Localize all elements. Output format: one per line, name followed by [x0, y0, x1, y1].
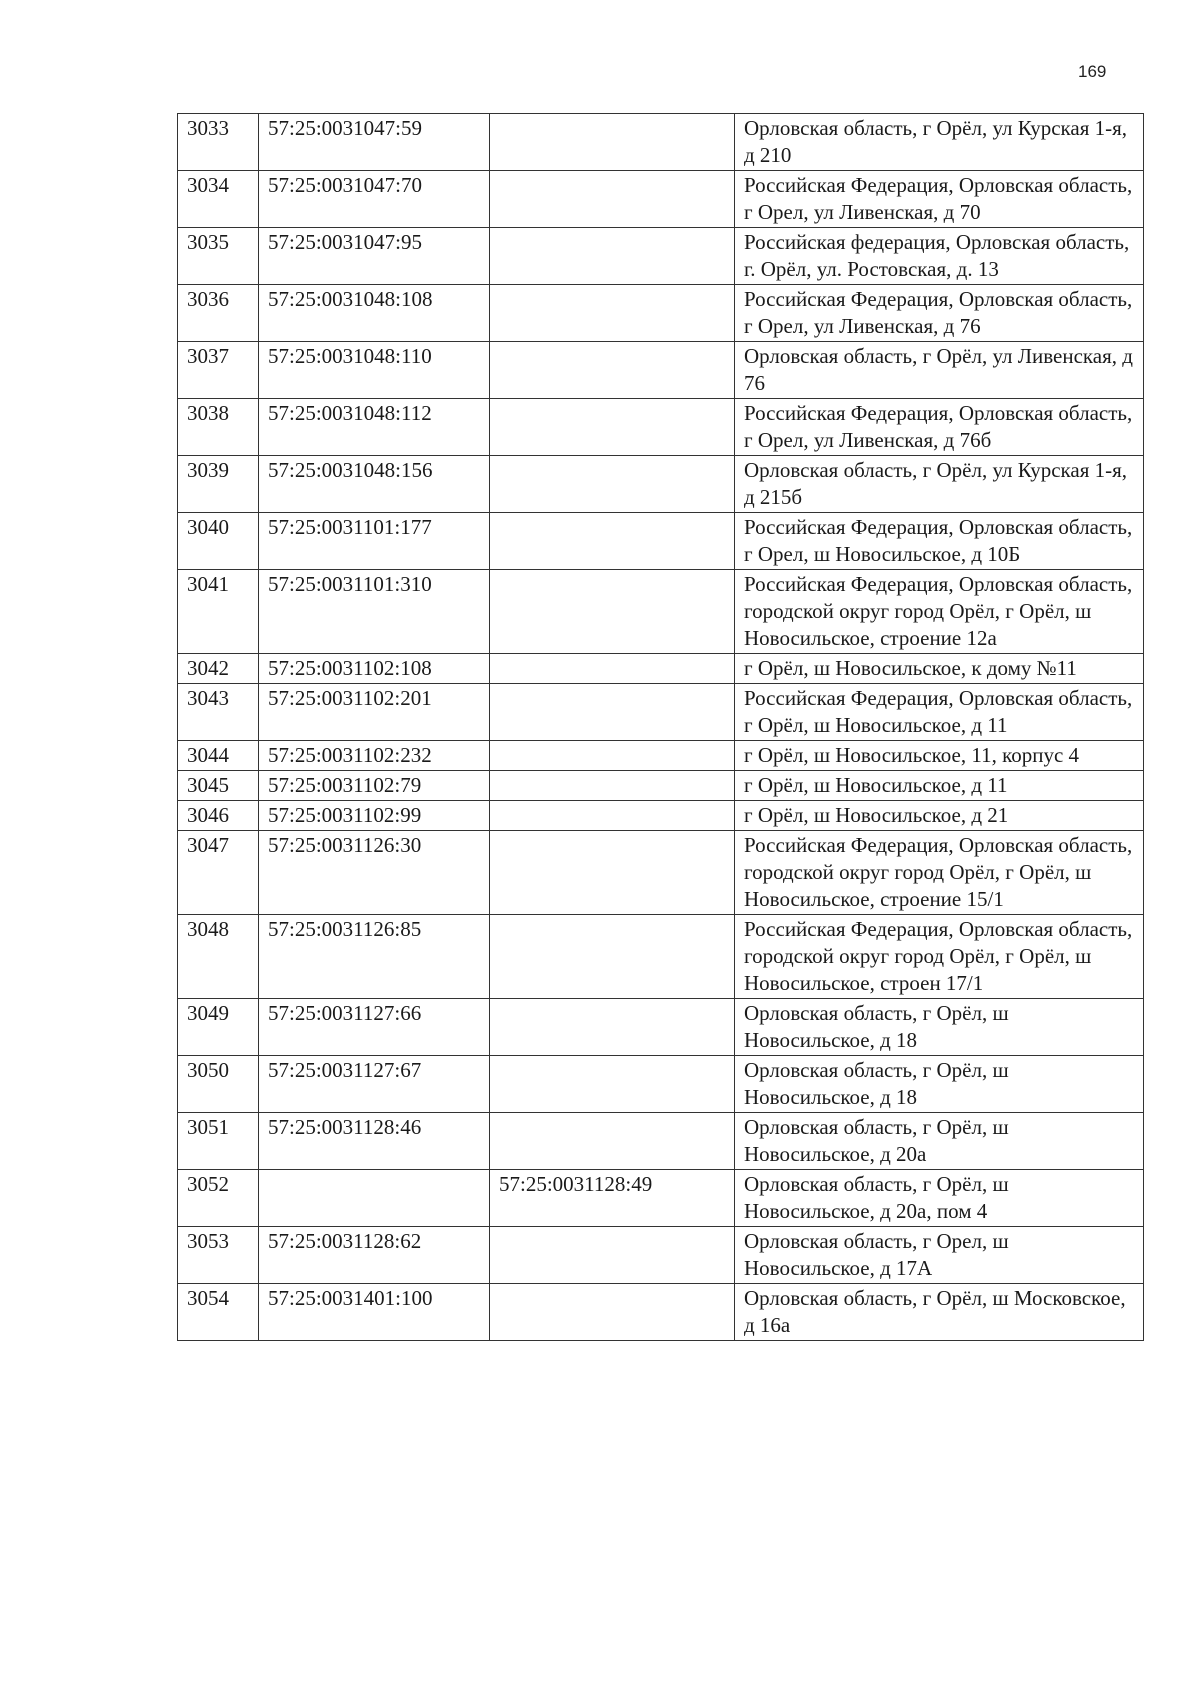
table-row	[178, 399, 1144, 456]
row-number-cell: 3045	[178, 771, 259, 801]
object-cadastral-number-cell	[490, 570, 735, 654]
land-cadastral-number-cell: 57:25:0031047:59	[259, 114, 490, 171]
row-number-cell: 3044	[178, 741, 259, 771]
address-cell: Российская Федерация, Орловская область, городской округ город Орёл, г Орёл, ш Новосильское, строение 12а	[735, 570, 1144, 654]
cadastre-table	[177, 113, 1144, 1341]
table-row	[178, 654, 1144, 684]
row-number-cell: 3039	[178, 456, 259, 513]
object-cadastral-number-cell	[490, 771, 735, 801]
object-cadastral-number-cell	[490, 684, 735, 741]
row-number-cell: 3035	[178, 228, 259, 285]
page-number: 169	[1078, 62, 1107, 81]
address-cell: Российская Федерация, Орловская область, г Орел, ул Ливенская, д 76	[735, 285, 1144, 342]
table-row	[178, 915, 1144, 999]
row-number-cell: 3042	[178, 654, 259, 684]
address-cell: Орловская область, г Орел, ш Новосильское, д 17А	[735, 1227, 1144, 1284]
land-cadastral-number-cell: 57:25:0031401:100	[259, 1284, 490, 1341]
land-cadastral-number-cell	[259, 1170, 490, 1227]
table-row	[178, 1170, 1144, 1227]
row-number-cell: 3047	[178, 831, 259, 915]
land-cadastral-number-cell: 57:25:0031127:67	[259, 1056, 490, 1113]
address-cell: Российская Федерация, Орловская область, городской округ город Орёл, г Орёл, ш Новосильское, строение 15/1	[735, 831, 1144, 915]
address-cell: Орловская область, г Орёл, ш Новосильское, д 18	[735, 1056, 1144, 1113]
land-cadastral-number-cell: 57:25:0031102:79	[259, 771, 490, 801]
land-cadastral-number-cell: 57:25:0031048:108	[259, 285, 490, 342]
table-body	[178, 114, 1144, 1341]
row-number-cell: 3043	[178, 684, 259, 741]
object-cadastral-number-cell	[490, 741, 735, 771]
land-cadastral-number-cell: 57:25:0031127:66	[259, 999, 490, 1056]
table-row	[178, 1113, 1144, 1170]
object-cadastral-number-cell	[490, 513, 735, 570]
land-cadastral-number-cell: 57:25:0031047:95	[259, 228, 490, 285]
row-number-cell: 3048	[178, 915, 259, 999]
land-cadastral-number-cell: 57:25:0031101:177	[259, 513, 490, 570]
address-cell: г Орёл, ш Новосильское, к дому №11	[735, 654, 1144, 684]
address-cell: Российская Федерация, Орловская область, г Орел, ш Новосильское, д 10Б	[735, 513, 1144, 570]
land-cadastral-number-cell: 57:25:0031128:46	[259, 1113, 490, 1170]
object-cadastral-number-cell	[490, 915, 735, 999]
object-cadastral-number-cell	[490, 831, 735, 915]
object-cadastral-number-cell	[490, 1113, 735, 1170]
table-row	[178, 684, 1144, 741]
row-number-cell: 3053	[178, 1227, 259, 1284]
row-number-cell: 3054	[178, 1284, 259, 1341]
land-cadastral-number-cell: 57:25:0031048:156	[259, 456, 490, 513]
table-row	[178, 771, 1144, 801]
row-number-cell: 3036	[178, 285, 259, 342]
object-cadastral-number-cell	[490, 654, 735, 684]
table-row	[178, 741, 1144, 771]
object-cadastral-number-cell	[490, 171, 735, 228]
object-cadastral-number-cell	[490, 228, 735, 285]
row-number-cell: 3050	[178, 1056, 259, 1113]
object-cadastral-number-cell	[490, 114, 735, 171]
address-cell: Орловская область, г Орёл, ш Новосильское, д 18	[735, 999, 1144, 1056]
row-number-cell: 3041	[178, 570, 259, 654]
table-row	[178, 1056, 1144, 1113]
row-number-cell: 3049	[178, 999, 259, 1056]
land-cadastral-number-cell: 57:25:0031126:85	[259, 915, 490, 999]
address-cell: г Орёл, ш Новосильское, д 21	[735, 801, 1144, 831]
object-cadastral-number-cell	[490, 456, 735, 513]
table-row	[178, 570, 1144, 654]
land-cadastral-number-cell: 57:25:0031102:201	[259, 684, 490, 741]
address-cell: Российская федерация, Орловская область, г. Орёл, ул. Ростовская, д. 13	[735, 228, 1144, 285]
object-cadastral-number-cell	[490, 999, 735, 1056]
object-cadastral-number-cell: 57:25:0031128:49	[490, 1170, 735, 1227]
object-cadastral-number-cell	[490, 285, 735, 342]
address-cell: Российская Федерация, Орловская область, г Орёл, ш Новосильское, д 11	[735, 684, 1144, 741]
table-row	[178, 171, 1144, 228]
land-cadastral-number-cell: 57:25:0031102:99	[259, 801, 490, 831]
address-cell: Российская Федерация, Орловская область, г Орел, ул Ливенская, д 76б	[735, 399, 1144, 456]
land-cadastral-number-cell: 57:25:0031102:232	[259, 741, 490, 771]
table-row	[178, 456, 1144, 513]
land-cadastral-number-cell: 57:25:0031048:112	[259, 399, 490, 456]
table-row	[178, 114, 1144, 171]
table-row	[178, 513, 1144, 570]
address-cell: Орловская область, г Орёл, ул Курская 1-я, д 215б	[735, 456, 1144, 513]
row-number-cell: 3051	[178, 1113, 259, 1170]
row-number-cell: 3033	[178, 114, 259, 171]
object-cadastral-number-cell	[490, 1227, 735, 1284]
address-cell: г Орёл, ш Новосильское, 11, корпус 4	[735, 741, 1144, 771]
land-cadastral-number-cell: 57:25:0031102:108	[259, 654, 490, 684]
row-number-cell: 3037	[178, 342, 259, 399]
object-cadastral-number-cell	[490, 1056, 735, 1113]
address-cell: Орловская область, г Орёл, ул Курская 1-я, д 210	[735, 114, 1144, 171]
address-cell: Российская Федерация, Орловская область, городской округ город Орёл, г Орёл, ш Новосильское, строен 17/1	[735, 915, 1144, 999]
address-cell: Орловская область, г Орёл, ш Новосильское, д 20а, пом 4	[735, 1170, 1144, 1227]
row-number-cell: 3038	[178, 399, 259, 456]
address-cell: Российская Федерация, Орловская область, г Орел, ул Ливенская, д 70	[735, 171, 1144, 228]
object-cadastral-number-cell	[490, 1284, 735, 1341]
land-cadastral-number-cell: 57:25:0031128:62	[259, 1227, 490, 1284]
land-cadastral-number-cell: 57:25:0031047:70	[259, 171, 490, 228]
land-cadastral-number-cell: 57:25:0031101:310	[259, 570, 490, 654]
object-cadastral-number-cell	[490, 399, 735, 456]
table-row	[178, 228, 1144, 285]
row-number-cell: 3034	[178, 171, 259, 228]
table-row	[178, 999, 1144, 1056]
land-cadastral-number-cell: 57:25:0031126:30	[259, 831, 490, 915]
table-row	[178, 831, 1144, 915]
table-row	[178, 1284, 1144, 1341]
table-row	[178, 285, 1144, 342]
table-row	[178, 801, 1144, 831]
row-number-cell: 3052	[178, 1170, 259, 1227]
object-cadastral-number-cell	[490, 801, 735, 831]
address-cell: Орловская область, г Орёл, ш Московское, д 16а	[735, 1284, 1144, 1341]
row-number-cell: 3046	[178, 801, 259, 831]
address-cell: г Орёл, ш Новосильское, д 11	[735, 771, 1144, 801]
table-row	[178, 342, 1144, 399]
address-cell: Орловская область, г Орёл, ш Новосильское, д 20а	[735, 1113, 1144, 1170]
table-row	[178, 1227, 1144, 1284]
address-cell: Орловская область, г Орёл, ул Ливенская, д 76	[735, 342, 1144, 399]
row-number-cell: 3040	[178, 513, 259, 570]
object-cadastral-number-cell	[490, 342, 735, 399]
land-cadastral-number-cell: 57:25:0031048:110	[259, 342, 490, 399]
